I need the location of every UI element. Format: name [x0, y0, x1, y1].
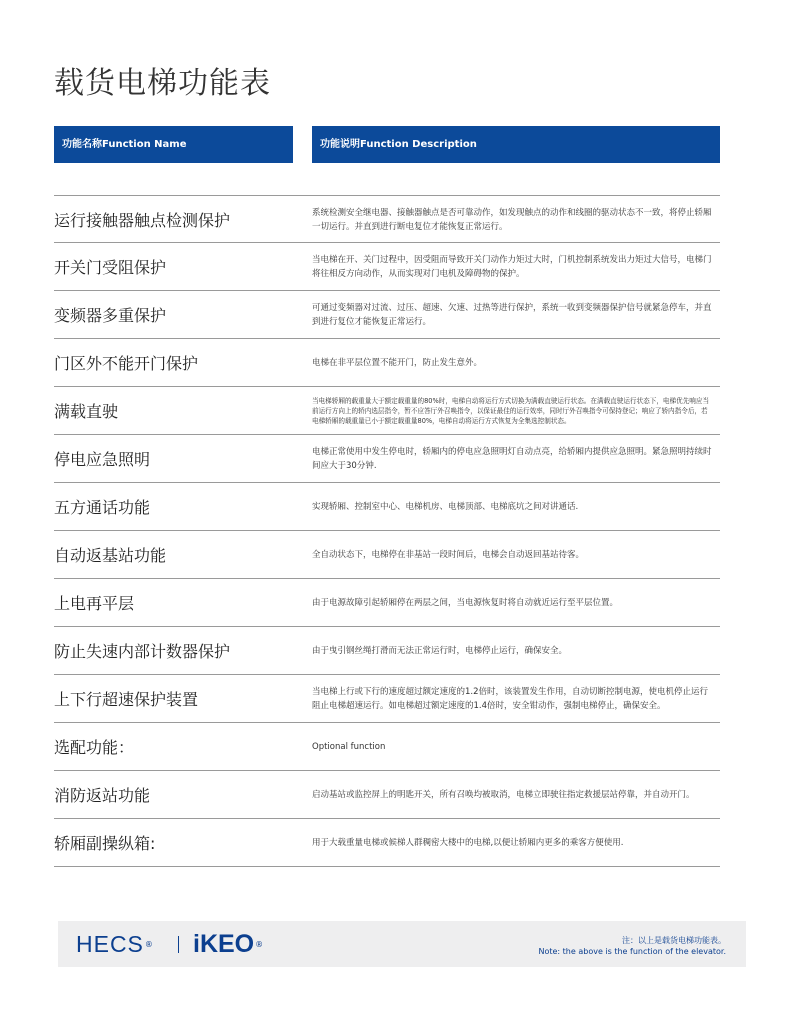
function-description: 用于大载重量电梯或候梯人群稠密大楼中的电梯,以便让轿厢内更多的乘客方便使用. [312, 837, 624, 848]
function-table [54, 195, 720, 867]
table-row [54, 579, 720, 627]
function-name: 防止失速内部计数器保护 [54, 642, 231, 661]
function-description: 当电梯轿厢的载重量大于额定载重量的80%时，电梯自动将运行方式切换为满载直驶运行状态。在满载直驶运行状态下，电梯优先响应当前运行方向上的轿内选层指令，暂不应答厅外召唤指令，以保证最佳的运行效率，同时厅外召唤指令可保持登记；响应了轿内指令后，若电梯轿厢的载重量已小于额定载重量80%，电梯自动将运行方式恢复为全集选控制状态。 [312, 396, 710, 425]
hecs-logo [76, 927, 153, 961]
function-name: 消防返站功能 [54, 786, 151, 805]
function-description: 当电梯上行或下行的速度超过额定速度的1.2倍时，该装置发生作用，自动切断控制电源，使电机停止运行阻止电梯超速运行。如电梯超过额定速度的1.4倍时，安全钳动作，强制电梯停止，确保安全。 [312, 686, 709, 711]
function-name: 停电应急照明 [54, 450, 151, 469]
ikeo-logo [193, 927, 263, 961]
function-description: 全自动状态下，电梯停在非基站一段时间后，电梯会自动返回基站待客。 [312, 549, 585, 560]
header-function-description: 功能说明Function Description [312, 126, 720, 163]
hecs-logo-text: HECS [76, 930, 144, 957]
footer-note [538, 935, 726, 957]
table-row [54, 771, 720, 819]
table-row [54, 627, 720, 675]
logo-divider [178, 936, 179, 953]
function-name: 门区外不能开门保护 [54, 354, 199, 373]
function-description: Optional function [312, 741, 386, 752]
registered-mark: ® [255, 939, 264, 949]
table-row [54, 723, 720, 771]
function-description: 启动基站或监控屏上的明匙开关，所有召唤均被取消，电梯立即驶往指定救援层站停靠，并自动开门。 [312, 789, 695, 800]
footer-note-en: Note: the above is the function of the elevator. [538, 947, 726, 956]
function-description: 电梯正常使用中发生停电时，轿厢内的停电应急照明灯自动点亮，给轿厢内提供应急照明。紧急照明持续时间应大于30分钟. [312, 446, 712, 471]
function-name: 变频器多重保护 [54, 306, 167, 325]
function-name: 五方通话功能 [54, 498, 151, 517]
footer-bar [58, 921, 746, 967]
function-name: 运行接触器触点检测保护 [54, 211, 231, 230]
header-function-name: 功能名称Function Name [54, 126, 293, 163]
table-row [54, 483, 720, 531]
function-description: 当电梯在开、关门过程中，因受阻而导致开关门动作力矩过大时，门机控制系统发出力矩过大信号，电梯门将往相反方向动作，从而实现对门电机及障碍物的保护。 [312, 254, 712, 279]
table-row [54, 291, 720, 339]
function-description: 电梯在非平层位置不能开门，防止发生意外。 [312, 357, 483, 368]
table-row [54, 195, 720, 243]
footer-note-cn: 注：以上是载货电梯功能表。 [622, 936, 726, 945]
function-description: 由于电源故障引起轿厢停在两层之间，当电源恢复时将自动就近运行至平层位置。 [312, 597, 619, 608]
function-description: 由于曳引钢丝绳打滑而无法正常运行时，电梯停止运行，确保安全。 [312, 645, 568, 656]
table-row [54, 243, 720, 291]
page-title: 载货电梯功能表 [54, 66, 271, 101]
function-name: 上下行超速保护装置 [54, 690, 199, 709]
function-name: 自动返基站功能 [54, 546, 167, 565]
table-row [54, 339, 720, 387]
function-description: 实现轿厢、控制室中心、电梯机房、电梯顶部、电梯底坑之间对讲通话. [312, 501, 579, 512]
function-name: 满载直驶 [54, 402, 119, 421]
ikeo-logo-text: iKEO [193, 929, 255, 958]
table-row [54, 675, 720, 723]
registered-mark: ® [144, 939, 153, 949]
function-name: 轿厢副操纵箱: [54, 834, 156, 853]
table-row [54, 531, 720, 579]
table-row [54, 435, 720, 483]
function-description: 可通过变频器对过流、过压、超速、欠速、过热等进行保护，系统一收到变频器保护信号就紧急停车，并直到进行复位才能恢复正常运行。 [312, 302, 712, 327]
table-row [54, 387, 720, 435]
function-name: 开关门受阻保护 [54, 258, 167, 277]
function-description: 系统检测安全继电器、接触器触点是否可靠动作，如发现触点的动作和线圈的驱动状态不一致，将停止轿厢一切运行。并直到进行断电复位才能恢复正常运行。 [312, 207, 712, 232]
function-name: 选配功能： [54, 738, 135, 757]
table-row [54, 819, 720, 867]
function-name: 上电再平层 [54, 594, 135, 613]
